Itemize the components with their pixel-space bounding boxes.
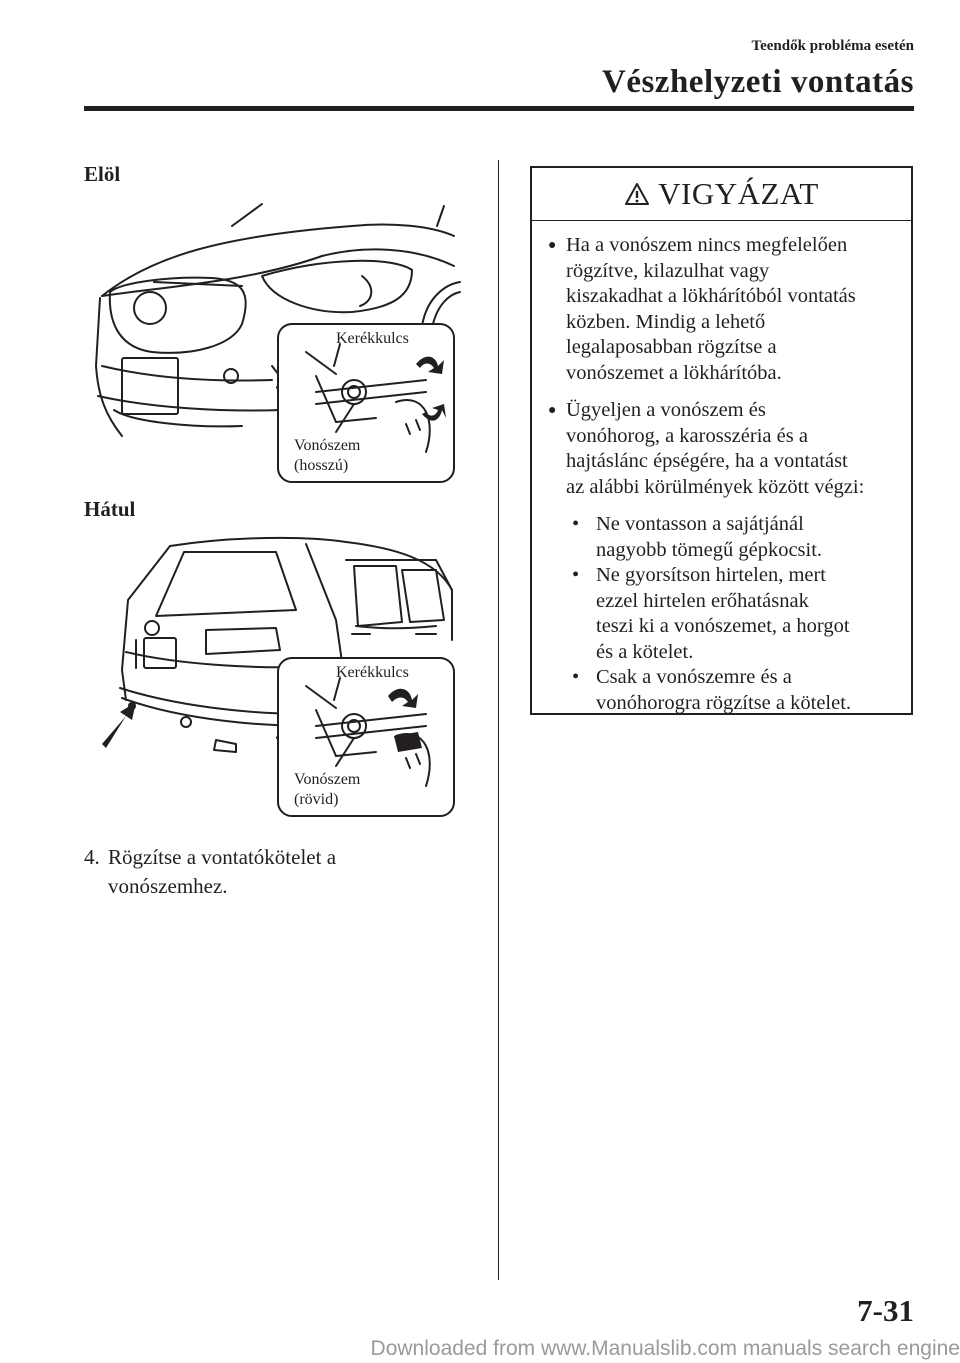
front-callout-drawing [276, 322, 456, 484]
subitem-line: ezzel hirtelen erőhatásnak [596, 589, 809, 612]
rear-eye-label-1: Vonószem [294, 771, 361, 788]
bullet-line: Ügyeljen a vonószem és [566, 399, 766, 421]
front-label: Elöl [84, 162, 121, 186]
bullet-line: vonószemet a lökhárítóba. [566, 361, 782, 384]
page-number: 7-31 [857, 1293, 914, 1328]
warning-triangle-icon [624, 182, 650, 206]
front-callout [276, 322, 456, 484]
caution-subitem [572, 512, 899, 563]
bullet-dot-icon: ● [548, 238, 557, 253]
sub-bullet-icon: • [572, 666, 580, 688]
bullet-line: Ha a vonószem nincs megfelelően [566, 234, 848, 256]
front-eye-label-2: (hosszú) [294, 457, 349, 474]
footer-watermark: Downloaded from www.Manualslib.com manuals search engine [370, 1337, 960, 1360]
subitem-line: Ne gyorsítson hirtelen, mert [596, 564, 827, 586]
column-divider [498, 160, 499, 1280]
bullet-line: rögzítve, kilazulhat vagy [566, 259, 770, 282]
step-line-1: Rögzítse a vontatókötelet a [108, 845, 337, 869]
rear-callout-drawing [276, 656, 456, 818]
header-section: Teendők probléma esetén [751, 38, 914, 54]
caution-bullet [548, 398, 899, 500]
caution-body [532, 221, 911, 716]
subitem-line: nagyobb tömegű gépkocsit. [596, 538, 823, 561]
front-eye-label-1: Vonószem [294, 437, 361, 454]
front-wrench-label: Kerékkulcs [336, 330, 409, 347]
bullet-line: hajtáslánc épségére, ha a vontatást [566, 450, 848, 472]
header-rule [84, 106, 914, 111]
caution-subitem [572, 665, 899, 716]
rear-wrench-label: Kerékkulcs [336, 664, 409, 681]
caution-box [530, 166, 913, 715]
subitem-line: vonóhorogra rögzítse a kötelet. [596, 691, 852, 714]
bullet-line: kiszakadhat a lökhárítóból vontatás [566, 285, 856, 307]
bullet-line: az alábbi körülmények között végzi: [566, 475, 865, 498]
page-title: Vészhelyzeti vontatás [601, 64, 914, 100]
step-4 [84, 843, 336, 901]
subitem-line: teszi ki a vonószemet, a horgot [596, 615, 850, 637]
step-line-2: vonószemhez. [108, 874, 228, 898]
bullet-line: vonóhorog, a karosszéria és a [566, 424, 808, 447]
sub-bullet-icon: • [572, 513, 580, 535]
bullet-dot-icon: ● [548, 403, 557, 418]
caution-bullet [548, 233, 899, 386]
subitem-line: Ne vontasson a sajátjánál [596, 513, 804, 535]
subitem-line: Csak a vonószemre és a [596, 666, 792, 688]
bullet-line: közben. Mindig a lehető [566, 310, 766, 333]
bullet-line: legalaposabban rögzítse a [566, 336, 777, 358]
step-number: 4. [84, 845, 100, 869]
subitem-line: és a kötelet. [596, 640, 694, 663]
rear-callout [276, 656, 456, 818]
rear-eye-label-2: (rövid) [294, 791, 339, 808]
rear-label: Hátul [84, 497, 136, 521]
caution-title: VIGYÁZAT [658, 176, 819, 211]
caution-subitem [572, 563, 899, 665]
sub-bullet-icon: • [572, 564, 580, 586]
caution-header [532, 168, 911, 221]
